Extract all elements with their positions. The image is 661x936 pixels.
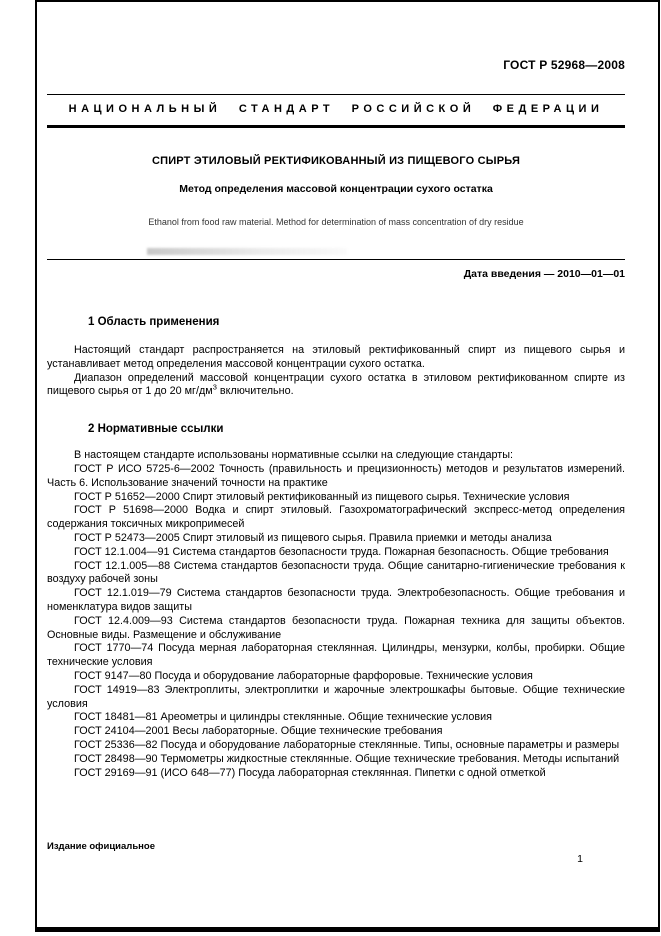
reference-item: ГОСТ 12.4.009—93 Система стандартов безопасности труда. Пожарная техника для защиты объектов. Основные виды. Размещение и обслуживание [47, 614, 625, 641]
superscript-3: 3 [212, 382, 217, 392]
header-rule-top [47, 94, 625, 95]
scope-paragraph-2-tail: включительно. [216, 385, 294, 398]
section-1-heading: 1 Область применения [88, 316, 220, 328]
document-title: СПИРТ ЭТИЛОВЫЙ РЕКТИФИКОВАННЫЙ ИЗ ПИЩЕВОГО СЫРЬЯ [151, 155, 521, 167]
document-subtitle: Метод определения массовой концентрации сухого остатка [179, 183, 493, 195]
reference-item: ГОСТ 29169—91 (ИСО 648—77) Посуда лабораторная стеклянная. Пипетки с одной отметкой [74, 766, 546, 779]
reference-item: ГОСТ 25336—82 Посуда и оборудование лабораторные стеклянные. Типы, основные параметры и размеры [74, 738, 620, 751]
reference-item: ГОСТ 12.1.004—91 Система стандартов безопасности труда. Пожарная безопасность. Общие требования [74, 545, 609, 558]
reference-item: ГОСТ Р 51698—2000 Водка и спирт этиловый. Газохроматографический экспресс-метод определения содержания токсичных микропримесей [47, 504, 625, 531]
standard-code: ГОСТ Р 52968—2008 [503, 58, 625, 72]
reference-item: ГОСТ Р ИСО 5725-6—2002 Точность (правильность и прецизионность) методов и результатов измерений. Часть 6. Использование значений точности на практике [47, 462, 625, 489]
reference-item: ГОСТ 12.1.019—79 Система стандартов безопасности труда. Электробезопасность. Общие требования и номенклатура видов защиты [47, 587, 625, 613]
scope-paragraph-1: Настоящий стандарт распространяется на этиловый ректификованный спирт из пищевого сырья и устанавливает метод определения массовой концентрации сухого остатка. [47, 344, 625, 370]
page-number: 1 [577, 853, 583, 865]
reference-item: ГОСТ 18481—81 Ареометры и цилиндры стеклянные. Общие технические условия [74, 711, 492, 724]
scope-paragraph-2-text: Диапазон определений массовой концентрации сухого остатка в этиловом ректификованном спирте из пищевого сырья от 1 до 20 мг/дм [47, 371, 625, 398]
reference-item: ГОСТ 14919—83 Электроплиты, электроплитки и жарочные электрошкафы бытовые. Общие технические условия [47, 683, 625, 710]
title-separator-rule [47, 259, 625, 260]
reference-item: ГОСТ 1770—74 Посуда мерная лабораторная стеклянная. Цилиндры, мензурки, колбы, пробирки. Общие технические условия [47, 642, 625, 669]
section-2-heading: 2 Нормативные ссылки [88, 423, 224, 436]
scope-paragraph-2 [47, 372, 625, 400]
references-intro: В настоящем стандарте использованы нормативные ссылки на следующие стандарты: [74, 449, 513, 462]
reference-item: ГОСТ 28498—90 Термометры жидкостные стеклянные. Общие технические требования. Методы испытаний [74, 752, 620, 765]
reference-item: ГОСТ Р 52473—2005 Спирт этиловый из пищевого сырья. Правила приемки и методы анализа [74, 531, 552, 544]
reference-item: ГОСТ 12.1.005—88 Система стандартов безопасности труда. Общие санитарно-гигиенические требования к воздуху рабочей зоны [47, 559, 625, 586]
header-rule-bottom [47, 125, 625, 128]
national-standard-banner: НАЦИОНАЛЬНЫЙ СТАНДАРТ РОССИЙСКОЙ ФЕДЕРАЦИИ [68, 103, 604, 115]
reference-item: ГОСТ Р 51652—2000 Спирт этиловый ректификованный из пищевого сырья. Технические условия [74, 490, 570, 503]
document-title-english: Ethanol from food raw material. Method for determination of mass concentration of dry residue [148, 217, 524, 227]
reference-item: ГОСТ 9147—80 Посуда и оборудование лабораторные фарфоровые. Технические условия [74, 669, 533, 682]
page-content [47, 0, 625, 865]
scan-artifact-smudge [147, 248, 347, 255]
reference-item: ГОСТ 24104—2001 Весы лабораторные. Общие технические требования [74, 725, 443, 738]
effective-date: Дата введения — 2010—01—01 [463, 268, 625, 280]
edition-note: Издание официальное [47, 841, 155, 852]
